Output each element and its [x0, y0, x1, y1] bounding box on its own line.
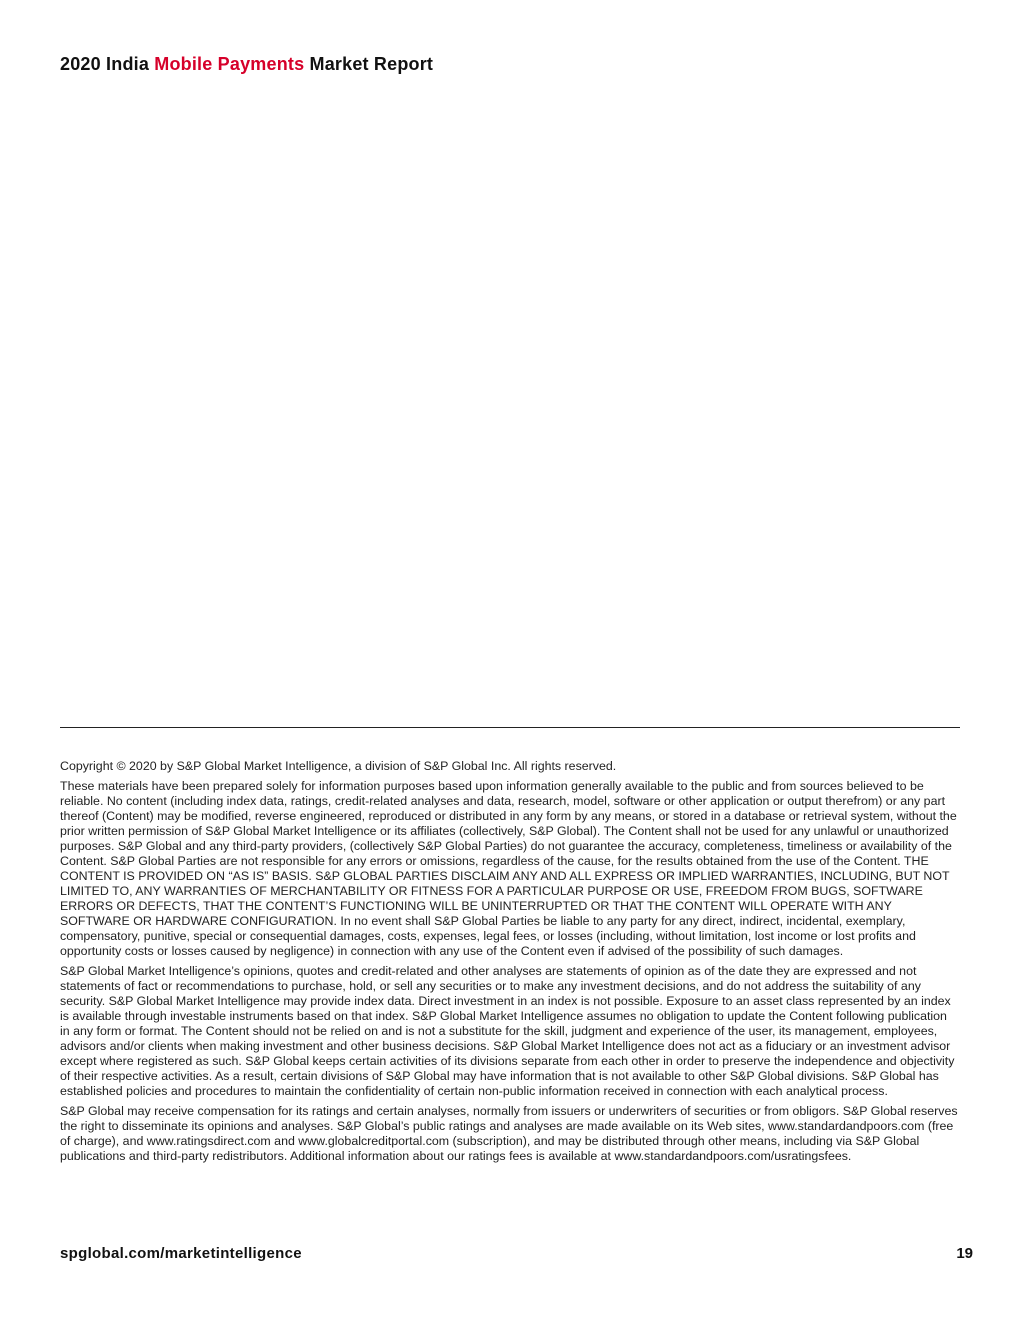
page-number: 19 — [956, 1245, 973, 1262]
title-suffix: Market Report — [304, 54, 434, 74]
title-prefix: 2020 India — [60, 54, 155, 74]
legal-disclaimer — [60, 759, 960, 1169]
disclaimer-paragraph-1: These materials have been prepared solely for information purposes based upon information generally available to the public and from sources believed to be reliable. No content (including index data, ratings, credit-related analyses and data, research, model, software or other application or output therefrom) or any part thereof (Content) may be modified, reverse engineered, reproduced or distributed in any form by any means, or stored in a database or retrieval system, without the prior written permission of S&P Global Market Intelligence or its affiliates (collectively, S&P Global). The Content shall not be used for any unlawful or unauthorized purposes. S&P Global and any third-party providers, (collectively S&P Global Parties) do not guarantee the accuracy, completeness, timeliness or availability of the Content. S&P Global Parties are not responsible for any errors or omissions, regardless of the cause, for the results obtained from the use of the Content. THE CONTENT IS PROVIDED ON “AS IS” BASIS. S&P GLOBAL PARTIES DISCLAIM ANY AND ALL EXPRESS OR IMPLIED WARRANTIES, INCLUDING, BUT NOT LIMITED TO, ANY WARRANTIES OF MERCHANTABILITY OR FITNESS FOR A PARTICULAR PURPOSE OR USE, FREEDOM FROM BUGS, SOFTWARE ERRORS OR DEFECTS, THAT THE CONTENT’S FUNCTIONING WILL BE UNINTERRUPTED OR THAT THE CONTENT WILL OPERATE WITH ANY SOFTWARE OR HARDWARE CONFIGURATION. In no event shall S&P Global Parties be liable to any party for any direct, indirect, incidental, exemplary, compensatory, punitive, special or consequential damages, costs, expenses, legal fees, or losses (including, without limitation, lost income or lost profits and opportunity costs or losses caused by negligence) in connection with any use of the Content even if advised of the possibility of such damages. — [60, 779, 957, 958]
page-title — [60, 54, 433, 75]
footer-url[interactable]: spglobal.com/marketintelligence — [60, 1245, 302, 1262]
disclaimer-paragraph-2: S&P Global Market Intelligence’s opinions, quotes and credit-related and other analyses are statements of opinion as of the date they are expressed and not statements of fact or recommendations to purchase, hold, or sell any securities or to make any investment decisions, and do not address the suitability of any security. S&P Global Market Intelligence may provide index data. Direct investment in an index is not possible. Exposure to an asset class represented by an index is available through investable instruments based on that index. S&P Global Market Intelligence assumes no obligation to update the Content following publication in any form or format. The Content should not be relied on and is not a substitute for the skill, judgment and experience of the user, its management, employees, advisors and/or clients when making investment and other business decisions. S&P Global Market Intelligence does not act as a fiduciary or an investment advisor except where registered as such. S&P Global keeps certain activities of its divisions separate from each other in order to preserve the independence and objectivity of their respective activities. As a result, certain divisions of S&P Global may have information that is not available to other S&P Global divisions. S&P Global has established policies and procedures to maintain the confidentiality of certain non-public information received in connection with each analytical process. — [60, 964, 955, 1098]
title-accent: Mobile Payments — [154, 54, 305, 74]
disclaimer-paragraph-3: S&P Global may receive compensation for its ratings and certain analyses, normally from issuers or underwriters of securities or from obligors. S&P Global reserves the right to disseminate its opinions and analyses. S&P Global’s public ratings and analyses are made available on its Web sites, www.standardandpoors.com (free of charge), and www.ratingsdirect.com and www.globalcreditportal.com (subscription), and may be distributed through other means, including via S&P Global publications and third-party redistributors. Additional information about our ratings fees is available at www.standardandpoors.com/usratingsfees. — [60, 1104, 958, 1163]
section-divider — [60, 727, 960, 728]
copyright-notice: Copyright © 2020 by S&P Global Market Intelligence, a division of S&P Global Inc. All rights reserved. — [60, 759, 617, 773]
